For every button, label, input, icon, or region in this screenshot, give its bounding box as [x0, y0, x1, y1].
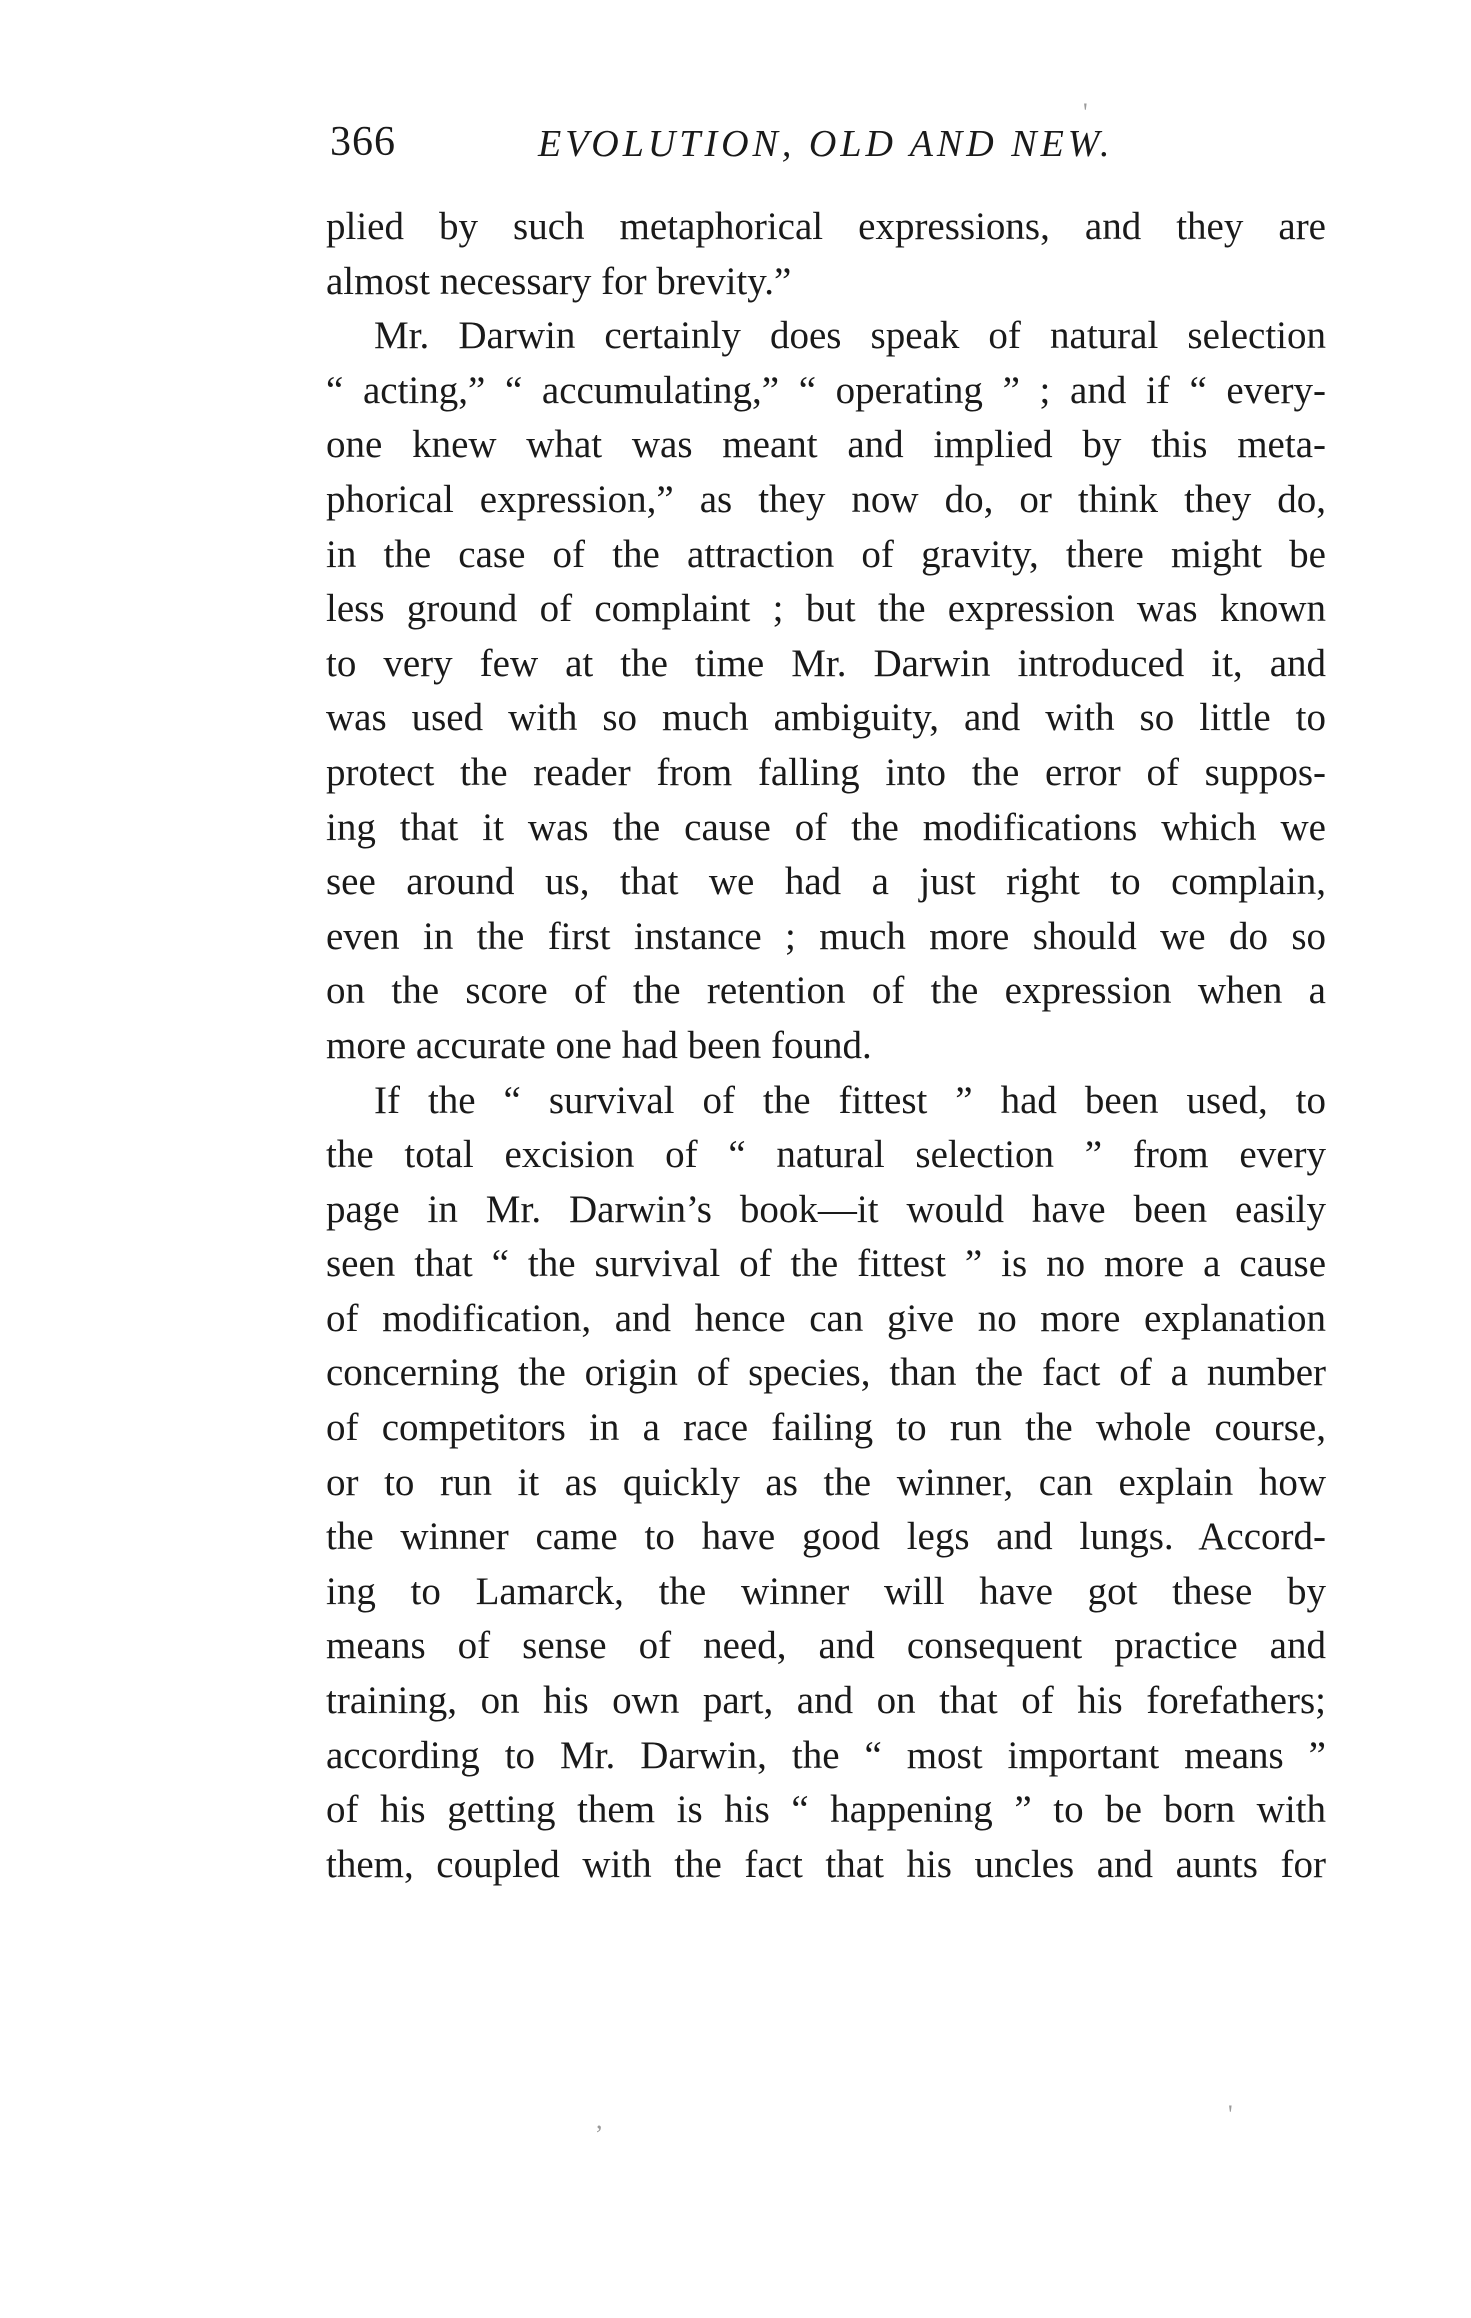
text-line: “ acting,” “ accumulating,” “ operating ” ; and if “ every- — [326, 368, 1326, 412]
text-line: even in the first instance ; much more should we do so — [326, 914, 1326, 958]
text-line: of competitors in a race failing to run the whole course, — [326, 1406, 1326, 1450]
page-number: 366 — [330, 119, 396, 165]
text-line: protect the reader from falling into the error of suppos- — [326, 750, 1326, 794]
text-line: If the “ survival of the fittest ” had been used, to — [374, 1078, 1326, 1122]
text-line: ing to Lamarck, the winner will have got these by — [326, 1569, 1326, 1613]
text-line: was used with so much ambiguity, and with so little to — [326, 696, 1326, 740]
text-line: them, coupled with the fact that his uncles and aunts for — [326, 1842, 1326, 1886]
text-line: training, on his own part, and on that of his forefathers; — [326, 1679, 1326, 1723]
text-line: see around us, that we had a just right to complain, — [326, 860, 1326, 904]
text-line: one knew what was meant and implied by this meta- — [326, 423, 1326, 467]
text-line: to very few at the time Mr. Darwin introduced it, and — [326, 641, 1326, 685]
text-line: means of sense of need, and consequent practice and — [326, 1624, 1326, 1668]
text-line: almost necessary for brevity.” — [326, 259, 792, 303]
text-line: more accurate one had been found. — [326, 1023, 872, 1067]
text-line: or to run it as quickly as the winner, can explain how — [326, 1460, 1326, 1504]
text-line: phorical expression,” as they now do, or think they do, — [326, 477, 1326, 521]
text-line: less ground of complaint ; but the expression was known — [326, 587, 1326, 631]
text-line: concerning the origin of species, than the fact of a number — [326, 1351, 1326, 1395]
text-line: plied by such metaphorical expressions, and they are — [326, 205, 1326, 248]
text-line: the total excision of “ natural selection ” from every — [326, 1133, 1326, 1177]
text-line: in the case of the attraction of gravity, there might be — [326, 532, 1326, 576]
scan-speck: ' — [1228, 2100, 1233, 2129]
text-line: the winner came to have good legs and lungs. Accord- — [326, 1515, 1326, 1559]
page-header — [330, 118, 1330, 178]
text-line: ing that it was the cause of the modifications which we — [326, 805, 1326, 849]
text-line: of his getting them is his “ happening ” to be born with — [326, 1788, 1326, 1832]
text-line: according to Mr. Darwin, the “ most important means ” — [326, 1733, 1326, 1777]
text-line: on the score of the retention of the expression when a — [326, 969, 1326, 1013]
scan-speck: , — [596, 2105, 603, 2134]
text-line: Mr. Darwin certainly does speak of natural selection — [374, 314, 1326, 358]
text-line: of modification, and hence can give no more explanation — [326, 1296, 1326, 1340]
running-head: EVOLUTION, OLD AND NEW. — [538, 123, 1114, 165]
scan-speck: ' — [1083, 98, 1088, 127]
text-line: page in Mr. Darwin’s book—it would have been easily — [326, 1187, 1326, 1231]
body-text — [326, 200, 1326, 1892]
text-line: seen that “ the survival of the fittest ” is no more a cause — [326, 1242, 1326, 1286]
